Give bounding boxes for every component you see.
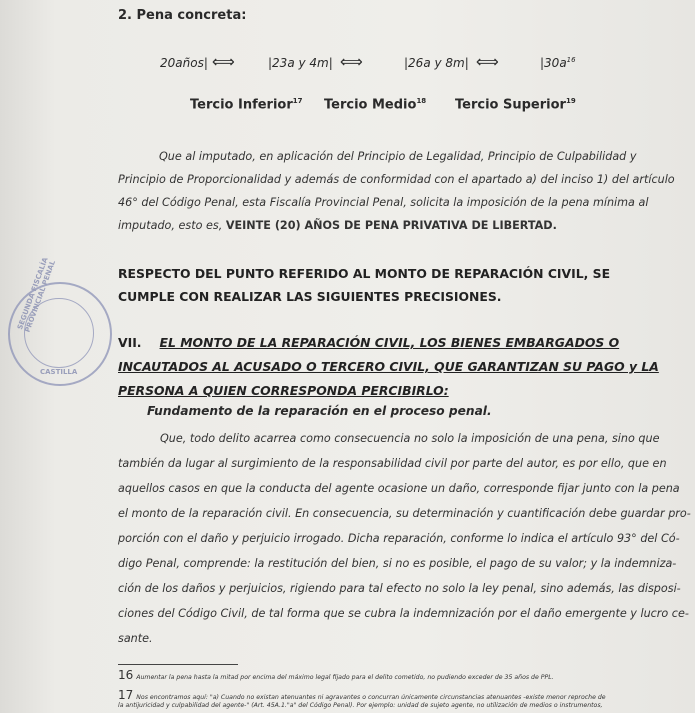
double-arrow-icon: ⟺: [340, 52, 363, 71]
subheading: Fundamento de la reparación en el proceso penal.: [147, 404, 492, 418]
body-line: Que, todo delito acarrea como consecuencia no solo la imposición de una pena, sino que: [160, 432, 660, 445]
body-line: aquellos casos en que la conducta del agente ocasione un daño, corresponde fijar junto con la pena: [118, 482, 680, 495]
respecto-line: CUMPLE CON REALIZAR LAS SIGUIENTES PRECISIONES.: [118, 289, 502, 304]
paragraph-line: Que al imputado, en aplicación del Principio de Legalidad, Principio de Culpabilidad y: [159, 150, 637, 163]
tercio-superior: Tercio Superior$^{19}$: [455, 97, 576, 113]
paragraph-line: imputado, esto es, VEINTE (20) AÑOS DE PENA PRIVATIVA DE LIBERTAD.: [118, 219, 557, 232]
body-line: digo Penal, comprende: la restitución del bien, si no es posible, el pago de su valor; y la indemniza-: [118, 557, 677, 570]
sentence-bold: VEINTE (20) AÑOS DE PENA PRIVATIVA DE LIBERTAD.: [225, 219, 557, 232]
body-line: ciones del Código Civil, de tal forma que se cubra la indemnización por el daño emergente y lucro ce-: [118, 607, 689, 620]
tercio-inferior: Tercio Inferior$^{17}$: [190, 97, 303, 113]
respecto-line: RESPECTO DEL PUNTO REFERIDO AL MONTO DE REPARACIÓN CIVIL, SE: [118, 266, 611, 281]
scale-point-4: $|30a^{16}$: [540, 56, 576, 70]
footnote-17: 17 Nos encontramos aquí: "a) Cuando no existan atenuantes ni agravantes o concurran únicamente circunstancias atenuantes -existe menor reproche de: [118, 688, 606, 702]
footnote-16: 16 Aumentar la pena hasta la mitad por encima del máximo legal fijado para el delito cometido, no pudiendo exceder de 35 años de PPL.: [118, 668, 554, 682]
double-arrow-icon: ⟺: [476, 52, 499, 71]
scale-point-3: |26a y 8m|: [404, 56, 469, 70]
seal-text-bottom: CASTILLA: [40, 368, 78, 376]
seal-text-top: SEGUNDA FISCALÍA PROVINCIAL PENAL: [16, 256, 57, 334]
body-line: ción de los daños y perjuicios, rigiendo para tal efecto no solo la ley penal, sino además, las disposi-: [118, 582, 681, 595]
scale-point-2: |23a y 4m|: [268, 56, 333, 70]
footnote-17-continued: la antijuricidad y culpabilidad del agente-" (Art. 45A.1."a" del Código Penal). Por ejemplo: unidad de sujeto agente, no utilización de medios o instrumentos,: [118, 702, 603, 709]
paragraph-line: Principio de Proporcionalidad y además de conformidad con el apartado a) del inciso 1) del artículo: [118, 173, 675, 186]
body-line: porción con el daño y perjuicio irrogado. Dicha reparación, conforme lo indica el artículo 93° del Có-: [118, 532, 680, 545]
body-text: [118, 426, 691, 651]
section-heading: 2. Pena concreta:: [118, 8, 247, 23]
section-title-line: PERSONA A QUIEN CORRESPONDA PERCIBIRLO:: [118, 383, 449, 398]
body-line: también da lugar al surgimiento de la responsabilidad civil por parte del autor, es por ello, que en: [118, 457, 667, 470]
section-title-line: VII. EL MONTO DE LA REPARACIÓN CIVIL, LOS BIENES EMBARGADOS O: [118, 331, 619, 355]
double-arrow-icon: ⟺: [212, 52, 235, 71]
body-line: el monto de la reparación civil. En consecuencia, su determinación y cuantificación debe guardar pro-: [118, 507, 691, 520]
section-numeral: VII.: [118, 335, 142, 350]
tercio-medio: Tercio Medio$^{18}$: [324, 97, 427, 113]
paragraph-line: 46° del Código Penal, esta Fiscalía Provincial Penal, solicita la imposición de la pena mínima al: [118, 196, 649, 209]
scale-point-1: 20años|: [160, 56, 208, 70]
footnote-divider: [118, 664, 238, 665]
section-title-line: INCAUTADOS AL ACUSADO O TERCERO CIVIL, QUE GARANTIZAN SU PAGO y LA: [118, 359, 659, 374]
body-line: sante.: [118, 632, 153, 645]
fiscalia-seal-stamp: [8, 256, 112, 386]
